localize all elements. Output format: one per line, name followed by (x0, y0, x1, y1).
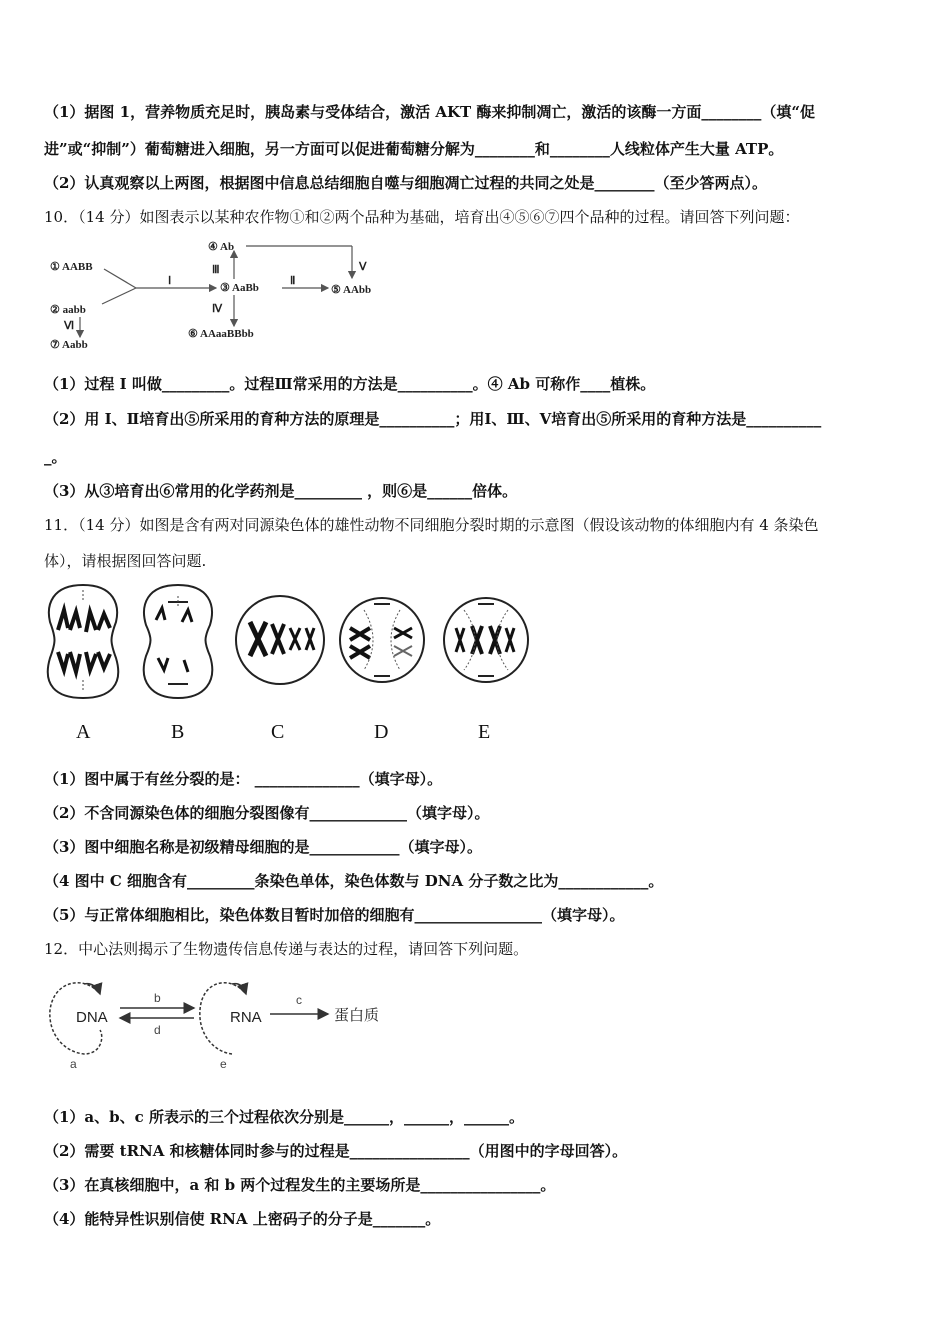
q11-part2: （2）不含同源染色体的细胞分裂图像有_____________（填字母）。 (44, 804, 490, 822)
label-II: Ⅱ (290, 275, 296, 287)
node-5: ⑤ AAbb (331, 284, 372, 296)
q10-part2-line2: _。 (44, 448, 67, 466)
cell-E (444, 598, 528, 682)
label-b: b (154, 991, 161, 1005)
label-D: D (374, 721, 389, 743)
q10-part2-line1: （2）用 I、Ⅱ培育出⑤所采用的育种方法的原理是__________；用Ⅰ、Ⅲ、Ⅴ培育出⑤所采用的育种方法是__________ (44, 410, 822, 428)
node-1: ① AABB (50, 261, 93, 273)
label-I: Ⅰ (168, 275, 172, 287)
q12-heading: 12．中心法则揭示了生物遗传信息传递与表达的过程，请回答下列问题。 (44, 940, 529, 958)
q11-part1: （1）图中属于有丝分裂的是： ______________（填字母）。 (44, 770, 443, 788)
cell-B (144, 585, 212, 698)
breeding-diagram (44, 236, 404, 356)
dna-label: DNA (76, 1009, 108, 1026)
q10-part1: （1）过程 I 叫做_________。过程Ⅲ常采用的方法是__________。④ Ab 可称作____植株。 (44, 375, 656, 393)
q11-part3: （3）图中细胞名称是初级精母细胞的是____________（填字母）。 (44, 838, 482, 856)
rna-label: RNA (230, 1009, 262, 1026)
label-a: a (70, 1057, 77, 1071)
label-E: E (478, 721, 491, 743)
cell-D (340, 598, 424, 682)
q12-part1: （1）a、b、c 所表示的三个过程依次分别是______，______，______。 (44, 1108, 525, 1126)
node-3: ③ AaBb (220, 282, 259, 294)
protein-label: 蛋白质 (334, 1006, 380, 1024)
cell-C (236, 596, 324, 684)
q9-part1-line2: 进”或“抑制”）葡萄糖进入细胞，另一方面可以促进葡萄糖分解为________和________人线粒体产生大量 ATP。 (44, 140, 784, 158)
q9-part2: （2）认真观察以上两图，根据图中信息总结细胞自噬与细胞凋亡过程的共同之处是________（至少答两点）。 (44, 174, 767, 192)
label-B: B (171, 721, 185, 743)
q11-heading-line2: 体），请根据图回答问题. (44, 552, 207, 570)
label-IV: Ⅳ (212, 303, 223, 315)
q10-heading: 10．（14 分）如图表示以某种农作物①和②两个品种为基础，培育出④⑤⑥⑦四个品种的过程。请回答下列问题： (44, 208, 800, 226)
label-C: C (271, 721, 285, 743)
label-III: Ⅲ (212, 264, 220, 276)
central-dogma-diagram (44, 972, 404, 1072)
connector-2 (102, 288, 136, 304)
q11-part4: （4 图中 C 细胞含有_________条染色单体，染色体数与 DNA 分子数之比为____________。 (44, 872, 664, 890)
q10-part3: （3）从③培育出⑥常用的化学药剂是_________ ，则⑥是______倍体。 (44, 482, 518, 500)
label-A: A (76, 721, 91, 743)
label-V: Ⅴ (359, 261, 367, 273)
cell-division-figure (44, 580, 544, 745)
label-d: d (154, 1023, 161, 1037)
q11-part5: （5）与正常体细胞相比，染色体数目暂时加倍的细胞有_________________（填字母）。 (44, 906, 625, 924)
q12-part4: （4）能特异性识别信使 RNA 上密码子的分子是_______。 (44, 1210, 441, 1228)
node-7: ⑦ Aabb (50, 339, 88, 351)
node-4: ④ Ab (208, 241, 235, 253)
q12-part3: （3）在真核细胞中，a 和 b 两个过程发生的主要场所是________________。 (44, 1176, 556, 1194)
label-c: c (296, 993, 302, 1007)
label-e: e (220, 1057, 227, 1071)
q9-part1-line1: （1）据图 1，营养物质充足时，胰岛素与受体结合，激活 AKT 酶来抑制凋亡，激活的该酶一方面________（填“促 (44, 103, 816, 121)
node-2: ② aabb (50, 304, 86, 316)
connector-1 (104, 269, 136, 288)
cell-A (48, 585, 118, 698)
label-VI: Ⅵ (64, 320, 75, 332)
q12-part2: （2）需要 tRNA 和核糖体同时参与的过程是________________（用图中的字母回答）。 (44, 1142, 628, 1160)
node-6: ⑥ AAaaBBbb (188, 328, 254, 340)
q11-heading-line1: 11．（14 分）如图是含有两对同源染色体的雄性动物不同细胞分裂时期的示意图（假设该动物的体细胞内有 4 条染色 (44, 516, 819, 534)
